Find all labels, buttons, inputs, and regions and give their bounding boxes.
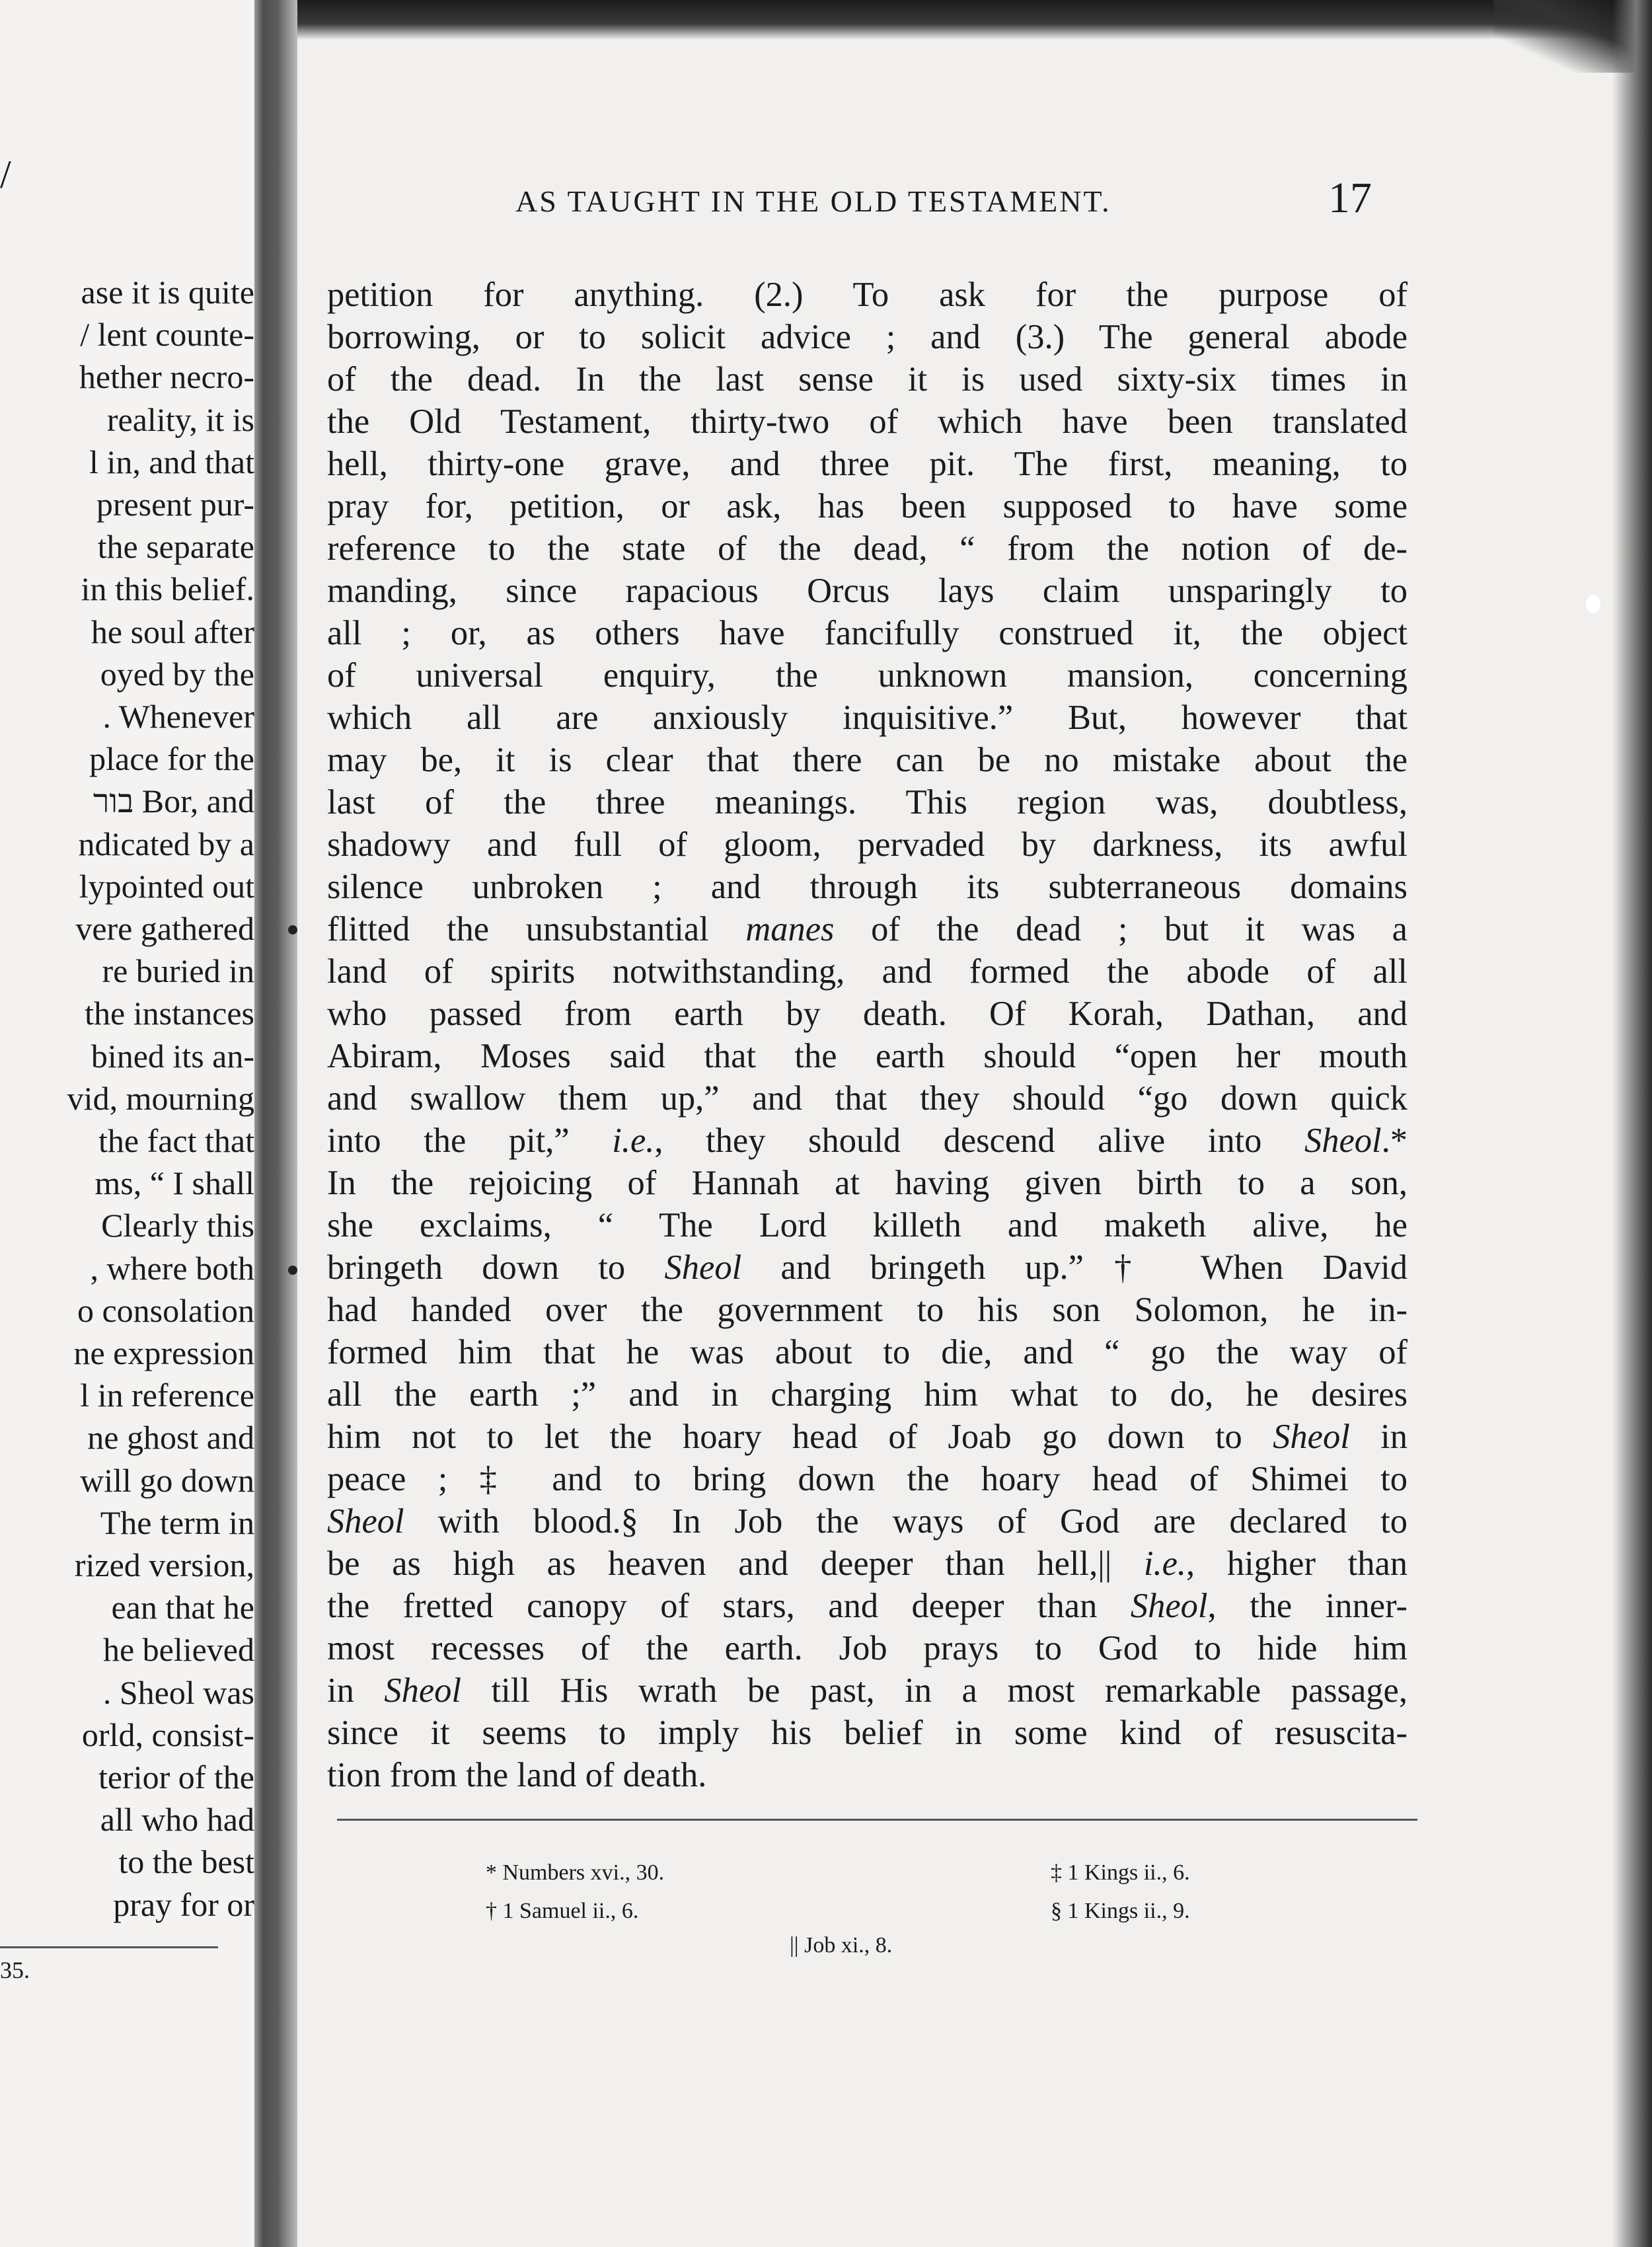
body-line: petition for anything. (2.) To ask for the purpose of (327, 276, 1408, 314)
left-page-line: re buried in (102, 952, 254, 990)
body-line: shadowy and full of gloom, pervaded by darkness, its awful (327, 825, 1408, 864)
body-line: all ; or, as others have fancifully construed it, the object (327, 614, 1408, 652)
left-page-line: vid, mourning (67, 1079, 254, 1117)
body-line: the Old Testament, thirty-two of which have been translated (327, 402, 1408, 441)
body-line: all the earth ;” and in charging him what to do, he desires (327, 1375, 1408, 1414)
body-line: which all are anxiously inquisitive.” But, however that (327, 699, 1408, 737)
left-page-line: . Sheol was (102, 1673, 254, 1711)
body-line: be as high as heaven and deeper than hell,|| i.e., higher than (327, 1544, 1408, 1583)
footnote-kings-9: § 1 Kings ii., 9. (1051, 1899, 1190, 1923)
body-line: reference to the state of the dead, “ from the notion of de- (327, 529, 1408, 568)
body-line: flitted the unsubstantial manes of the dead ; but it was a (327, 910, 1408, 948)
right-page (297, 0, 1612, 2247)
footnote-kings-6: ‡ 1 Kings ii., 6. (1051, 1860, 1190, 1885)
left-top-mark: / (0, 153, 11, 196)
left-page-line: ms, “ I shall (94, 1164, 254, 1202)
body-line: Sheol with blood.§ In Job the ways of God are declared to (327, 1502, 1408, 1541)
left-page-line: rized version, (74, 1546, 254, 1583)
body-line: into the pit,” i.e., they should descend alive into Sheol.* (327, 1122, 1408, 1160)
body-line: Abiram, Moses said that the earth should “open her mouth (327, 1037, 1408, 1075)
left-page-line: pray for or (113, 1885, 254, 1923)
left-page-line: the separate (97, 528, 254, 566)
left-page-line: terior of the (98, 1759, 254, 1796)
left-page-line: ne expression (73, 1334, 254, 1371)
left-page-line: all who had (100, 1801, 254, 1839)
body-line: the fretted canopy of stars, and deeper than Sheol, the inner- (327, 1587, 1408, 1625)
left-page-line: he soul after (91, 613, 254, 650)
body-line: manding, since rapacious Orcus lays claim unsparingly to (327, 572, 1408, 610)
body-line: hell, thirty-one grave, and three pit. The first, meaning, to (327, 445, 1408, 483)
left-page-line: in this belief. (81, 570, 254, 608)
left-footnote: 35. (0, 1957, 30, 1983)
left-page-line: he believed (102, 1631, 254, 1669)
left-page-line: to the best (118, 1843, 254, 1881)
body-line: since it seems to imply his belief in some kind of resuscita- (327, 1714, 1408, 1752)
margin-mark (288, 1266, 297, 1275)
left-page-line: . Whenever (102, 698, 254, 735)
footnote-numbers: * Numbers xvi., 30. (486, 1860, 665, 1885)
left-page-line: , where both (90, 1249, 254, 1287)
body-line: borrowing, or to solicit advice ; and (3.) The general abode (327, 318, 1408, 356)
body-line: him not to let the hoary head of Joab go down to Sheol in (327, 1418, 1408, 1456)
body-line: of universal enquiry, the unknown mansion, concerning (327, 656, 1408, 695)
left-page-line: ean that he (111, 1589, 254, 1626)
body-line: bringeth down to Sheol and bringeth up.”† When David (327, 1248, 1408, 1287)
footnote-samuel: † 1 Samuel ii., 6. (486, 1899, 639, 1923)
left-page-line: vere gathered (75, 910, 254, 947)
body-line: pray for, petition, or ask, has been supposed to have some (327, 487, 1408, 525)
left-page-line: bined its an- (91, 1037, 254, 1075)
left-page-line: place for the (89, 740, 254, 778)
page-number: 17 (1328, 174, 1372, 222)
running-head: AS TAUGHT IN THE OLD TESTAMENT. (515, 184, 1111, 218)
body-line: may be, it is clear that there can be no mistake about the (327, 741, 1408, 779)
left-page-line: reality, it is (106, 400, 254, 438)
body-line: who passed from earth by death. Of Korah, Dathan, and (327, 995, 1408, 1033)
left-page-line: o consolation (77, 1291, 254, 1329)
left-page-line: ndicated by a (78, 825, 254, 862)
body-line: of the dead. In the last sense it is used sixty-six times in (327, 360, 1408, 399)
body-line: silence unbroken ; and through its subterraneous domains (327, 868, 1408, 906)
body-line: In the rejoicing of Hannah at having given birth to a son, (327, 1164, 1408, 1202)
body-line: peace ; ‡ and to bring down the hoary head of Shimei to (327, 1460, 1408, 1498)
left-page-line: בור Bor, and (93, 782, 254, 820)
left-page-line: The term in (100, 1504, 254, 1541)
left-page-line: l in reference (80, 1377, 254, 1414)
margin-mark (288, 925, 297, 934)
left-page-line: lypointed out (79, 867, 254, 905)
body-line: she exclaims, “ The Lord killeth and maketh alive, he (327, 1206, 1408, 1244)
left-page-line: ne ghost and (87, 1419, 254, 1457)
body-line: land of spirits notwithstanding, and formed the abode of all (327, 952, 1408, 991)
left-page-line: ase it is quite (81, 274, 254, 311)
body-line: tion from the land of death. (327, 1756, 707, 1794)
footnote-job: || Job xi., 8. (790, 1933, 893, 1958)
body-line: last of the three meanings. This region was, doubtless, (327, 783, 1408, 821)
left-page-line: Clearly this (101, 1207, 254, 1244)
left-page-line: l in, and that (89, 443, 254, 480)
left-page-line: orld, consist- (81, 1716, 254, 1753)
scan-blot (1586, 595, 1600, 613)
body-line: and swallow them up,” and that they should “go down quick (327, 1079, 1408, 1118)
left-page-line: oyed by the (100, 655, 254, 693)
left-page-line: / lent counte- (80, 316, 254, 354)
body-line: had handed over the government to his son Solomon, he in- (327, 1291, 1408, 1329)
left-page-line: the instances (85, 995, 254, 1032)
body-line: most recesses of the earth. Job prays to God to hide him (327, 1629, 1408, 1667)
book-gutter (254, 0, 297, 2247)
left-page-line: will go down (80, 1461, 254, 1499)
left-page-line: hether necro- (79, 358, 254, 396)
left-footnote-rule (0, 1946, 218, 1948)
left-page-line: present pur- (96, 486, 254, 523)
body-line: in Sheol till His wrath be past, in a most remarkable passage, (327, 1671, 1408, 1710)
body-text (327, 274, 1408, 1796)
left-page-line: the fact that (98, 1122, 254, 1159)
left-page (0, 0, 254, 2247)
footnote-rule (337, 1819, 1417, 1821)
scan-right-edge (1612, 0, 1652, 2247)
body-line: formed him that he was about to die, and “ go the way of (327, 1333, 1408, 1371)
